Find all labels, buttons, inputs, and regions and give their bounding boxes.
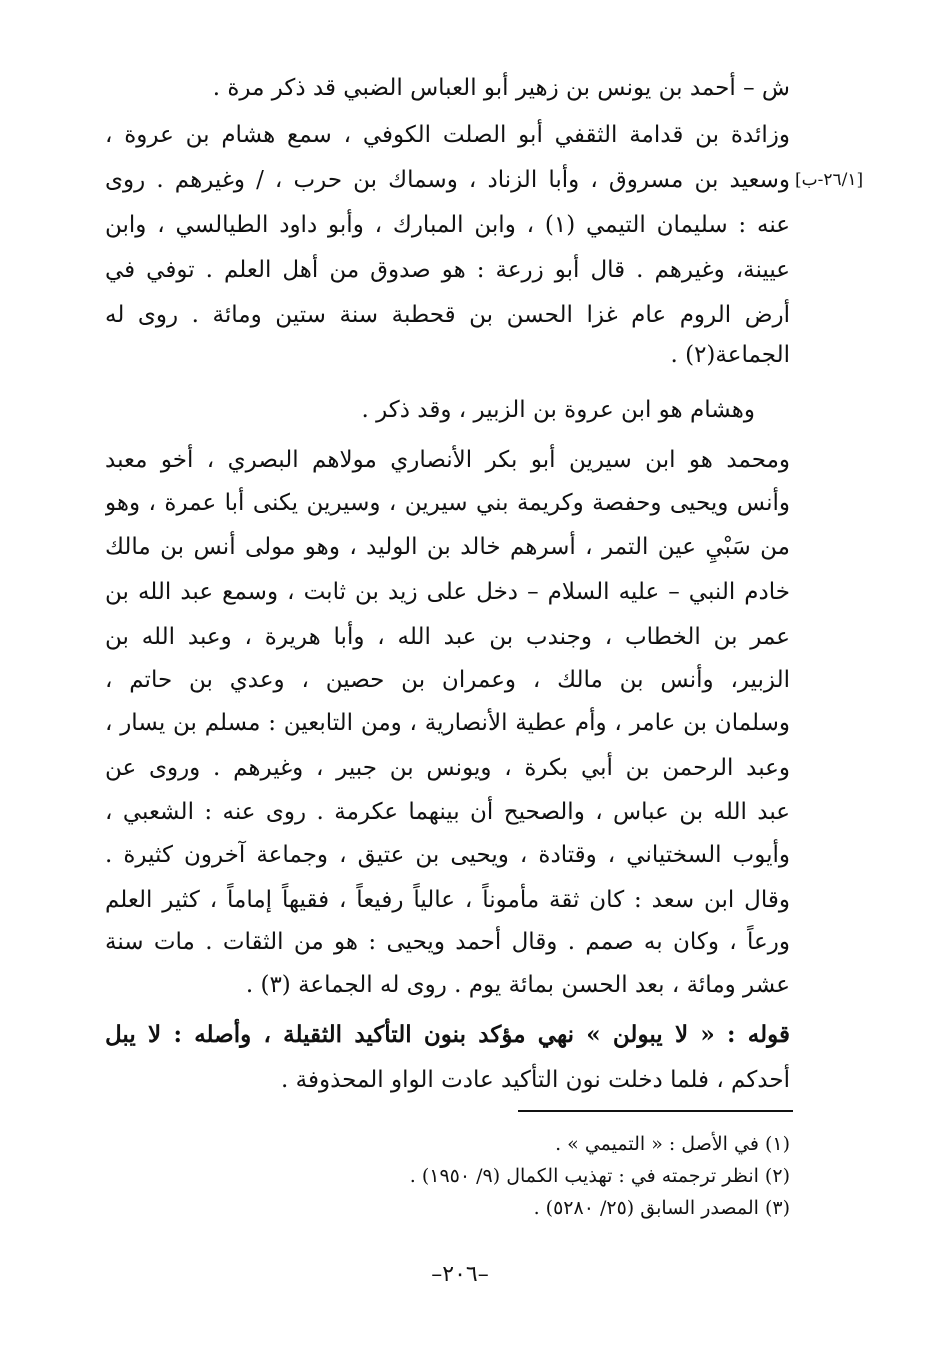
text-line-21: عشر ومائة ، بعد الحسن بمائة يوم . روى له الجماعة (٣) . (245, 972, 790, 998)
text-line-3: وسعيد بن مسروق ، وأبا الزناد ، وسماك بن حرب ، / وغيرهم . روى (105, 167, 790, 193)
text-line-14: الزبير، وأنس بن مالك ، وعمران بن حصين ، وعدي بن حاتم ، (105, 667, 790, 693)
footnote-separator (518, 1110, 793, 1112)
text-line-6: أرض الروم عام غزا الحسن بن قحطبة سنة ستين ومائة . روى له (105, 302, 790, 328)
text-line-10: وأنس ويحيى وحفصة وكريمة بني سيرين ، وسيرين يكنى أبا عمرة ، وهو (105, 490, 790, 516)
text-line-5: عيينة، وغيرهم . قال أبو زرعة : هو صدوق من أهل العلم . توفي في (105, 257, 790, 283)
text-line-18: وأيوب السختياني ، وقتادة ، ويحيى بن عتيق ، وجماعة آخرون كثيرة . (105, 842, 790, 868)
text-line-19: وقال ابن سعد : كان ثقة مأموناً ، عالياً رفيعاً ، فقيهاً إماماً ، كثير العلم (105, 887, 790, 913)
text-line-7: الجماعة(٢) . (670, 342, 790, 368)
footnote-3: (٣) المصدر السابق (٢٥/ ٥٢٨٠) . (533, 1197, 790, 1219)
text-line-11: من سَبْيِ عين التمر ، أسرهم خالد بن الوليد ، وهو مولى أنس بن مالك (105, 534, 790, 560)
margin-manuscript-ref: [٢٦/١-ب] (795, 170, 864, 190)
text-line-17: عبد الله بن عباس ، والصحيح أن بينهما عكرمة . روى عنه : الشعبي ، (105, 799, 790, 825)
text-line-12: خادم النبي – عليه السلام – دخل على زيد بن ثابت ، وسمع عبد الله بن (105, 579, 790, 605)
text-line-15: وسلمان بن عامر ، وأم عطية الأنصارية ، ومن التابعين : مسلم بن يسار ، (105, 710, 790, 736)
text-line-9: ومحمد هو ابن سيرين أبو بكر الأنصاري مولاهم البصري ، أخو معبد (105, 447, 790, 473)
page-number: –٢٠٦– (431, 1262, 489, 1287)
text-line-1: ش – أحمد بن يونس بن زهير أبو العباس الضبي قد ذكر مرة . (212, 75, 790, 101)
text-line-20: ورعاً ، وكان به صمم . وقال أحمد ويحيى : هو من الثقات . مات سنة (105, 929, 790, 955)
text-line-23: أحدكم ، فلما دخلت نون التأكيد عادت الواو المحذوفة . (281, 1067, 790, 1093)
text-line-2: وزائدة بن قدامة الثقفي أبو الصلت الكوفي ، سمع هشام بن عروة ، (105, 122, 790, 148)
footnote-1: (١) في الأصل : « التميمي » . (555, 1133, 790, 1155)
footnote-2: (٢) انظر ترجمته في : تهذيب الكمال (٩/ ١٩٥٠) . (409, 1165, 790, 1187)
text-line-13: عمر بن الخطاب ، وجندب بن عبد الله ، وأبا هريرة ، وعبد الله بن (105, 624, 790, 650)
text-line-4: عنه : سليمان التيمي (١) ، وابن المبارك ، وأبو داود الطيالسي ، وابن (105, 212, 790, 238)
text-line-16: وعبد الرحمن بن أبي بكرة ، ويونس بن جبير ، وغيرهم . وروى عن (105, 755, 790, 781)
text-line-8: وهشام هو ابن عروة بن الزبير ، وقد ذكر . (361, 397, 755, 423)
text-line-22: قوله : « لا يبولن » نهي مؤكد بنون التأكيد الثقيلة ، وأصله : لا يبل (105, 1021, 790, 1048)
